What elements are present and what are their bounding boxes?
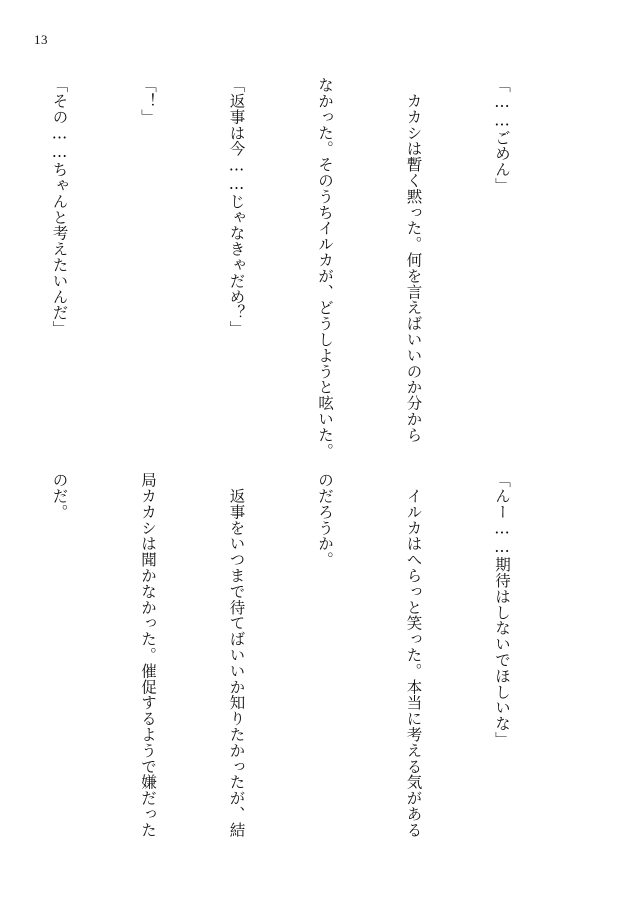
text-column: 返事をいつまで待てばいいか知りたかったが、結 [227,472,246,838]
text-column: のだろうか。 [316,472,334,568]
page-number: 13 [34,32,48,47]
text-column: のだ。 [50,472,69,520]
text-column: 「……ごめん」 [493,77,511,194]
text-block-bottom [0,472,575,852]
text-block-top [0,77,575,459]
text-column: 「んー……期待はしないでほしいな」 [493,472,511,748]
text-column: なかった。そのうちイルカが、どうしようと呟いた。 [316,77,334,459]
text-column: カカシは暫く黙った。何を言えばいいのか分から [404,77,423,443]
text-column: 「！」 [139,77,157,125]
text-column: 局カカシは聞かなかった。催促するようで嫌だった [139,472,157,838]
text-column: 「その……ちゃんと考えたいんだ」 [50,77,69,337]
text-column: イルカはへらっと笑った。本当に考える気がある [404,472,423,838]
text-column: 「返事は今……じゃなきゃだめ？」 [227,77,246,337]
